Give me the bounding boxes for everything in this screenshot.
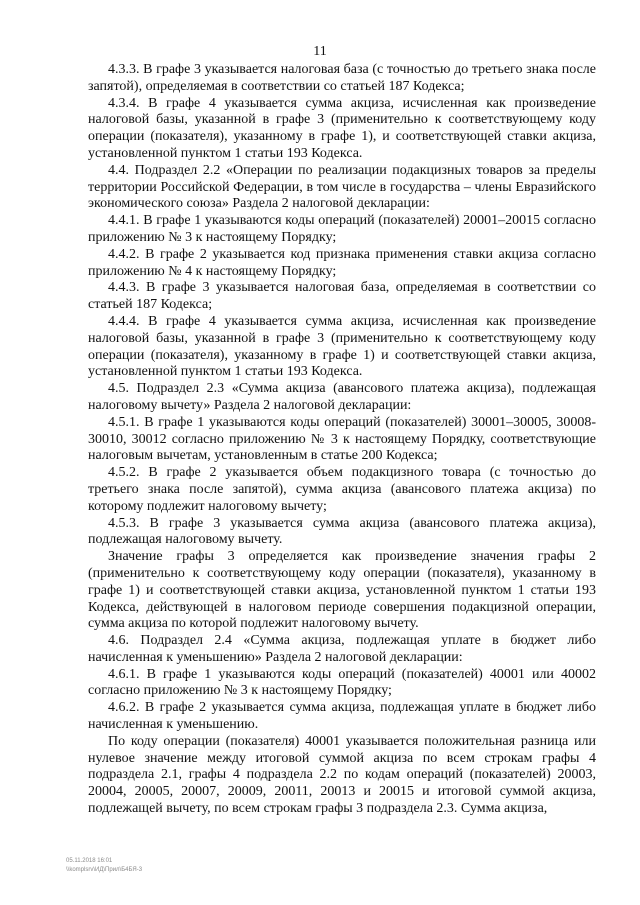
paragraph-4-5-1: 4.5.1. В графе 1 указываются коды операций (показателей) 30001–30005, 30008-30010, 30012 согласно приложению № 3 к настоящему Порядку, соответствующие налоговым вычетам, установленным в статье 200 Кодекса;	[88, 414, 596, 464]
file-footer	[66, 857, 142, 875]
paragraph-code-40001: По коду операции (показателя) 40001 указывается положительная разница или нулевое значение между итоговой суммой акциза по всем строкам графы 4 подраздела 2.1, графы 4 подраздела 2.2 по кодам операций (показателей) 20003, 20004, 20005, 20007, 20009, 20011, 20013 и 20015 и итоговой суммой акциза, подлежащей вычету, по всем строкам графы 3 подраздела 2.3. Сумма акциза,	[88, 733, 596, 817]
paragraph-4-6-1: 4.6.1. В графе 1 указываются коды операций (показателей) 40001 или 40002 согласно приложению № 3 к настоящему Порядку;	[88, 666, 596, 699]
paragraph-4-4: 4.4. Подраздел 2.2 «Операции по реализации подакцизных товаров за пределы территории Российской Федерации, в том числе в государства – члены Евразийского экономического союза» Раздела 2 налоговой декларации:	[88, 162, 596, 212]
document-body	[88, 62, 596, 818]
paragraph-4-5-3: 4.5.3. В графе 3 указывается сумма акциза (авансового платежа акциза), подлежащая налоговому вычету.	[88, 515, 596, 548]
paragraph-4-4-2: 4.4.2. В графе 2 указывается код признака применения ставки акциза согласно приложению № 4 к настоящему Порядку;	[88, 246, 596, 279]
page-number: 11	[313, 44, 327, 59]
paragraph-4-3-4: 4.3.4. В графе 4 указывается сумма акциза, исчисленная как произведение налоговой базы, указанной в графе 3 (применительно к соответствующему коду операции (показателя), указанному в графе 1), и соответствующей ставки акциза, установленной пунктом 1 статьи 193 Кодекса.	[88, 95, 596, 161]
paragraph-4-4-1: 4.4.1. В графе 1 указываются коды операций (показателей) 20001–20015 согласно приложению № 3 к настоящему Порядку;	[88, 213, 596, 245]
paragraph-4-5-2: 4.5.2. В графе 2 указывается объем подакцизного товара (с точностью до третьего знака после запятой), сумма акциза (авансового платежа акциза) по которому подлежит налоговому вычету;	[88, 465, 596, 514]
footer-timestamp: 05.11.2018 16:01	[66, 858, 113, 864]
paragraph-4-4-4: 4.4.4. В графе 4 указывается сумма акциза, исчисленная как произведение налоговой базы, указанной в графе 3 (применительно к соответствующему коду операции (показателя), указанному в графе 1) и соответствующей ставки акциза, установленной пунктом 1 статьи 193 Кодекса.	[88, 313, 596, 380]
paragraph-4-6: 4.6. Подраздел 2.4 «Сумма акциза, подлежащая уплате в бюджет либо начисленная к уменьшению» Раздела 2 налоговой декларации:	[88, 633, 596, 665]
paragraph-graph-3-value: Значение графы 3 определяется как произведение значения графы 2 (применительно к соответствующему коду операции (показателя), указанному в графе 1) и соответствующей ставки акциза, установленной пунктом 1 статьи 193 Кодекса, действующей в налоговом периоде совершения подакцизной операции, сумма акциза по которой подлежит налоговому вычету.	[88, 549, 596, 632]
paragraph-4-5: 4.5. Подраздел 2.3 «Сумма акциза (авансового платежа акциза), подлежащая налоговому вычету» Раздела 2 налоговой декларации:	[88, 381, 596, 413]
footer-file-path: \\komplsrv\ИД\Прил\Б4БЯ-3	[66, 867, 143, 873]
paragraph-4-6-2: 4.6.2. В графе 2 указывается сумма акциза, подлежащая уплате в бюджет либо начисленная к уменьшению.	[88, 700, 596, 733]
paragraph-4-3-3: 4.3.3. В графе 3 указывается налоговая база (с точностью до третьего знака после запятой), определяемая в соответствии со статьей 187 Кодекса;	[88, 62, 596, 94]
paragraph-4-4-3: 4.4.3. В графе 3 указывается налоговая база, определяемая в соответствии со статьей 187 Кодекса;	[88, 280, 596, 313]
